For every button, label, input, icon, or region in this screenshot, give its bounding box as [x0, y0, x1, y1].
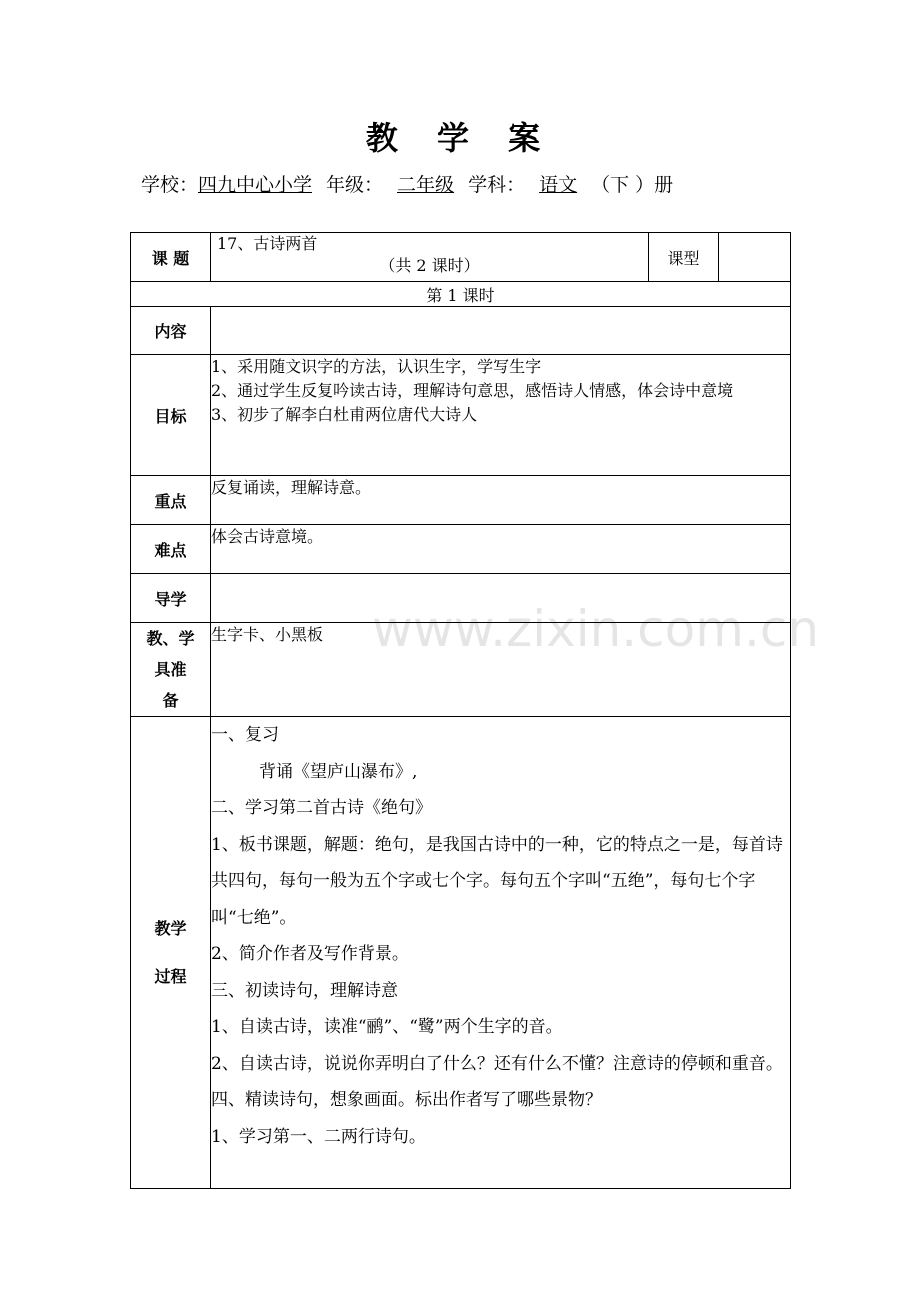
volume-label: （下 ）册 [591, 174, 674, 196]
goals-cell [211, 355, 791, 476]
school-label: 学校： [141, 174, 199, 196]
process-line: 1、自读古诗，读准“鹂”、“鹭”两个生字的音。 [211, 1017, 563, 1037]
process-line: 四、精读诗句，想象画面。标出作者写了哪些景物？ [211, 1090, 602, 1110]
goals-row [131, 355, 791, 476]
difficult-value: 体会古诗意境。 [211, 525, 791, 574]
topic-cell [211, 233, 649, 282]
guide-row [131, 574, 791, 623]
content-value [211, 307, 791, 355]
school-value: 四九中心小学 [198, 174, 313, 196]
subject-value: 语文 [539, 174, 578, 196]
content-label: 内容 [131, 307, 211, 355]
process-line: 2、简介作者及写作背景。 [211, 944, 409, 964]
prep-label-line: 备 [162, 691, 179, 710]
guide-label: 导学 [131, 574, 211, 623]
prep-label [131, 623, 211, 717]
topic-value: 17、古诗两首 [217, 234, 318, 253]
lesson-plan-table [130, 232, 791, 1189]
prep-label-line: 教、学 [146, 629, 195, 648]
grade-value: 二年级 [397, 174, 455, 196]
subject-label: 学科： [468, 174, 526, 196]
page-title: 教 学 案 [365, 119, 555, 157]
topic-label: 课 题 [131, 233, 211, 282]
period-text: 第 1 课时 [131, 282, 791, 307]
guide-value [211, 574, 791, 623]
process-label-line: 教学 [154, 918, 187, 938]
process-row [131, 717, 791, 1189]
difficult-row [131, 525, 791, 574]
process-line: 一、复习 [211, 725, 279, 745]
process-line: 1、板书课题，解题：绝句，是我国古诗中的一种，它的特点之一是，每首诗共四句，每句一般为五个字或七个字。每句五个字叫“五绝”，每句七个字叫“七绝”。 [211, 834, 783, 928]
goals-label: 目标 [131, 355, 211, 476]
prep-row [131, 623, 791, 717]
prep-label-line: 具准 [154, 660, 187, 679]
prep-value: 生字卡、小黑板 [211, 623, 791, 717]
period-row [131, 282, 791, 307]
type-label: 课型 [649, 233, 719, 282]
goal-item: 2、通过学生反复吟读古诗，理解诗句意思，感悟诗人情感，体会诗中意境 [211, 381, 734, 400]
key-label: 重点 [131, 476, 211, 525]
goal-item: 3、初步了解李白杜甫两位唐代大诗人 [211, 405, 478, 424]
difficult-label: 难点 [131, 525, 211, 574]
process-label-line: 过程 [154, 966, 187, 986]
topic-hours: （共 2 课时） [379, 256, 480, 275]
type-value [719, 233, 791, 282]
content-row [131, 307, 791, 355]
goal-item: 1、采用随文识字的方法，认识生字，学写生字 [211, 357, 542, 376]
key-row [131, 476, 791, 525]
process-line: 1、学习第一、二两行诗句。 [211, 1126, 426, 1147]
process-line: 二、学习第二首古诗《绝句》 [211, 798, 432, 818]
header-info-line [141, 170, 673, 197]
process-cell [211, 717, 791, 1189]
grade-label: 年级： [326, 174, 384, 196]
process-line: 2、自读古诗，说说你弄明白了什么？还有什么不懂？注意诗的停顿和重音。 [211, 1053, 783, 1074]
process-line: 三、初读诗句，理解诗意 [211, 980, 398, 1001]
process-line: 背诵《望庐山瀑布》, [259, 761, 418, 782]
key-value: 反复诵读，理解诗意。 [211, 476, 791, 525]
process-label [131, 717, 211, 1189]
topic-row [131, 233, 791, 282]
watermark: www.zixin.com.cn [372, 600, 820, 658]
